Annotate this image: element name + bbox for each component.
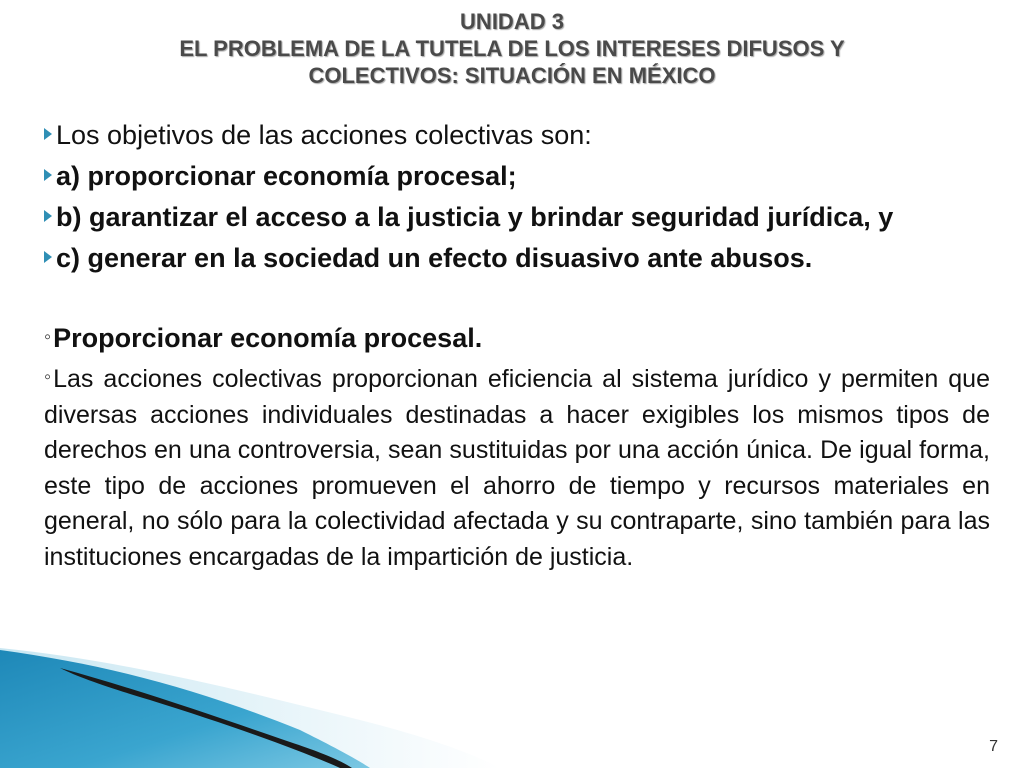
bullet-item <box>44 159 990 194</box>
bullet-text: a) proporcionar economía procesal; <box>56 161 517 191</box>
slide-title <box>60 8 964 89</box>
title-line-2: EL PROBLEMA DE LA TUTELA DE LOS INTERESES DIFUSOS Y <box>179 36 845 61</box>
bullet-item <box>44 200 990 235</box>
circle-bullet-icon: ◦ <box>44 326 52 348</box>
bullet-item <box>44 118 990 153</box>
page-number: 7 <box>989 738 998 755</box>
arrow-bullet-icon <box>44 251 52 263</box>
arrow-bullet-icon <box>44 169 52 181</box>
wave-blue-band <box>0 650 370 768</box>
arrow-bullet-icon <box>44 128 52 140</box>
slide-content <box>44 118 990 575</box>
sub-heading-text: Proporcionar economía procesal. <box>53 323 483 353</box>
bullet-text: Los objetivos de las acciones colectivas son: <box>56 120 592 150</box>
arrow-bullet-icon <box>44 210 52 222</box>
sub-heading <box>44 320 990 356</box>
circle-bullet-icon: ◦ <box>44 366 52 388</box>
wave-light-band <box>0 648 500 768</box>
bullet-text: b) garantizar el acceso a la justicia y brindar seguridad jurídica, y <box>56 202 894 232</box>
title-line-3: COLECTIVOS: SITUACIÓN EN MÉXICO <box>308 63 716 88</box>
paragraph-text: Las acciones colectivas proporcionan eficiencia al sistema jurídico y permiten que diversas acciones individuales destinadas a hacer exigibles los mismos tipos de derechos en una controversia, sean sustituidas por una acción única. De igual forma, este tipo de acciones promueven el ahorro de tiempo y recursos materiales en general, no sólo para la colectividad afectada y su contraparte, sino también para las instituciones encargadas de la impartición de justicia. <box>44 365 990 571</box>
bullet-item <box>44 241 990 276</box>
body-paragraph <box>44 360 990 575</box>
title-line-1: UNIDAD 3 <box>460 9 564 34</box>
wave-dark-stripe <box>60 668 352 768</box>
bullet-text: c) generar en la sociedad un efecto disuasivo ante abusos. <box>56 243 813 273</box>
